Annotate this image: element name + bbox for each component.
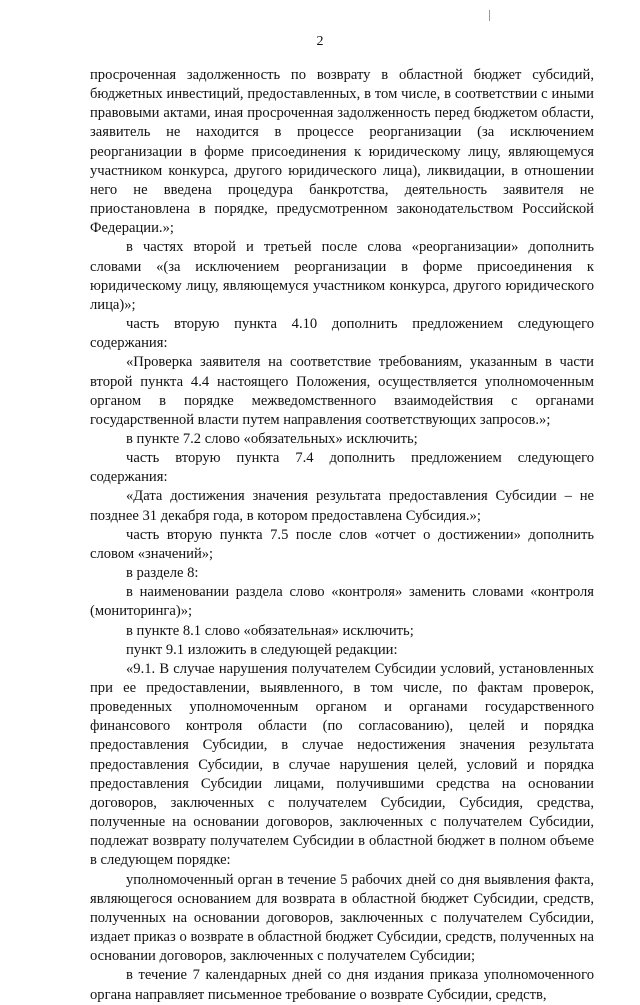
paragraph: «9.1. В случае нарушения получателем Субсидии условий, установленных при ее предоставлении, выявленного, в том числе, по фактам проверок, проведенных уполномоченным органом и органами государственного финансового контроля области (по согласованию), целей и порядка предоставления Субсидии, в случае недостижения значения результата предоставления Субсидии, в случае нарушения целей, условий и порядка предоставления Субсидии лицами, получившими средства на основании договоров, заключенных с получателем Субсидии, Субсидия, средства, полученные на основании договоров, заключенных с получателем Субсидии, подлежат возврату получателем Субсидии в областной бюджет в полном объеме в следующем порядке: — [90, 660, 594, 869]
paragraph: в наименовании раздела слово «контроля» заменить словами «контроля (мониторинга)»; — [90, 584, 594, 620]
page-number: 2 — [316, 34, 324, 49]
paragraph: в частях второй и третьей после слова «реорганизации» дополнить словами «(за исключением реорганизации в форме присоединения к юридическому лицу, являющемуся участником конкурса, другого юридического лица)»; — [90, 239, 594, 313]
paragraph: в разделе 8: — [126, 565, 199, 582]
paragraph: часть вторую пункта 7.5 после слов «отчет о достижении» дополнить словом «значений»; — [90, 526, 594, 562]
paragraph: часть вторую пункта 4.10 дополнить предложением следующего содержания: — [90, 316, 594, 352]
paragraph: просроченная задолженность по возврату в областной бюджет субсидий, бюджетных инвестиций, предоставленных, в том числе, в соответствии с иными правовыми актами, иная просроченная задолженность перед бюджетом области, заявитель не находится в процессе реорганизации (за исключением реорганизации в форме присоединения к юридическому лицу, являющемуся участником конкурса, другого юридического лица), ликвидации, в отношении него не введена процедура банкротства, деятельность заявителя не приостановлена в порядке, предусмотренном законодательством Российской Федерации.»; — [90, 67, 594, 237]
paragraph: «Дата достижения значения результата предоставления Субсидии – не позднее 31 декабря года, в котором предоставлена Субсидия.»; — [90, 488, 594, 524]
document-body — [90, 66, 594, 1005]
paragraph: в течение 7 календарных дней со дня издания приказа уполномоченного органа направляет письменное требование о возврате Субсидии, средств, — [90, 967, 594, 1003]
paragraph: пункт 9.1 изложить в следующей редакции: — [126, 641, 398, 658]
paragraph: часть вторую пункта 7.4 дополнить предложением следующего содержания: — [90, 450, 594, 486]
paragraph: в пункте 7.2 слово «обязательных» исключить; — [126, 430, 418, 447]
paragraph: уполномоченный орган в течение 5 рабочих дней со дня выявления факта, являющегося основанием для возврата в областной бюджет Субсидии, средств, полученных на основании договоров, заключенных с получателем Субсидии, издает приказ о возврате в областной бюджет Субсидии, средств, полученных на основании договоров, заключенных с получателем Субсидии; — [90, 871, 594, 965]
paragraph: «Проверка заявителя на соответствие требованиям, указанным в части второй пункта 4.4 настоящего Положения, осуществляется уполномоченным органом в порядке межведомственного взаимодействия с органами государственной власти путем направления соответствующих запросов.»; — [90, 354, 594, 428]
scan-mark — [489, 10, 490, 21]
paragraph: в пункте 8.1 слово «обязательная» исключить; — [126, 622, 414, 639]
